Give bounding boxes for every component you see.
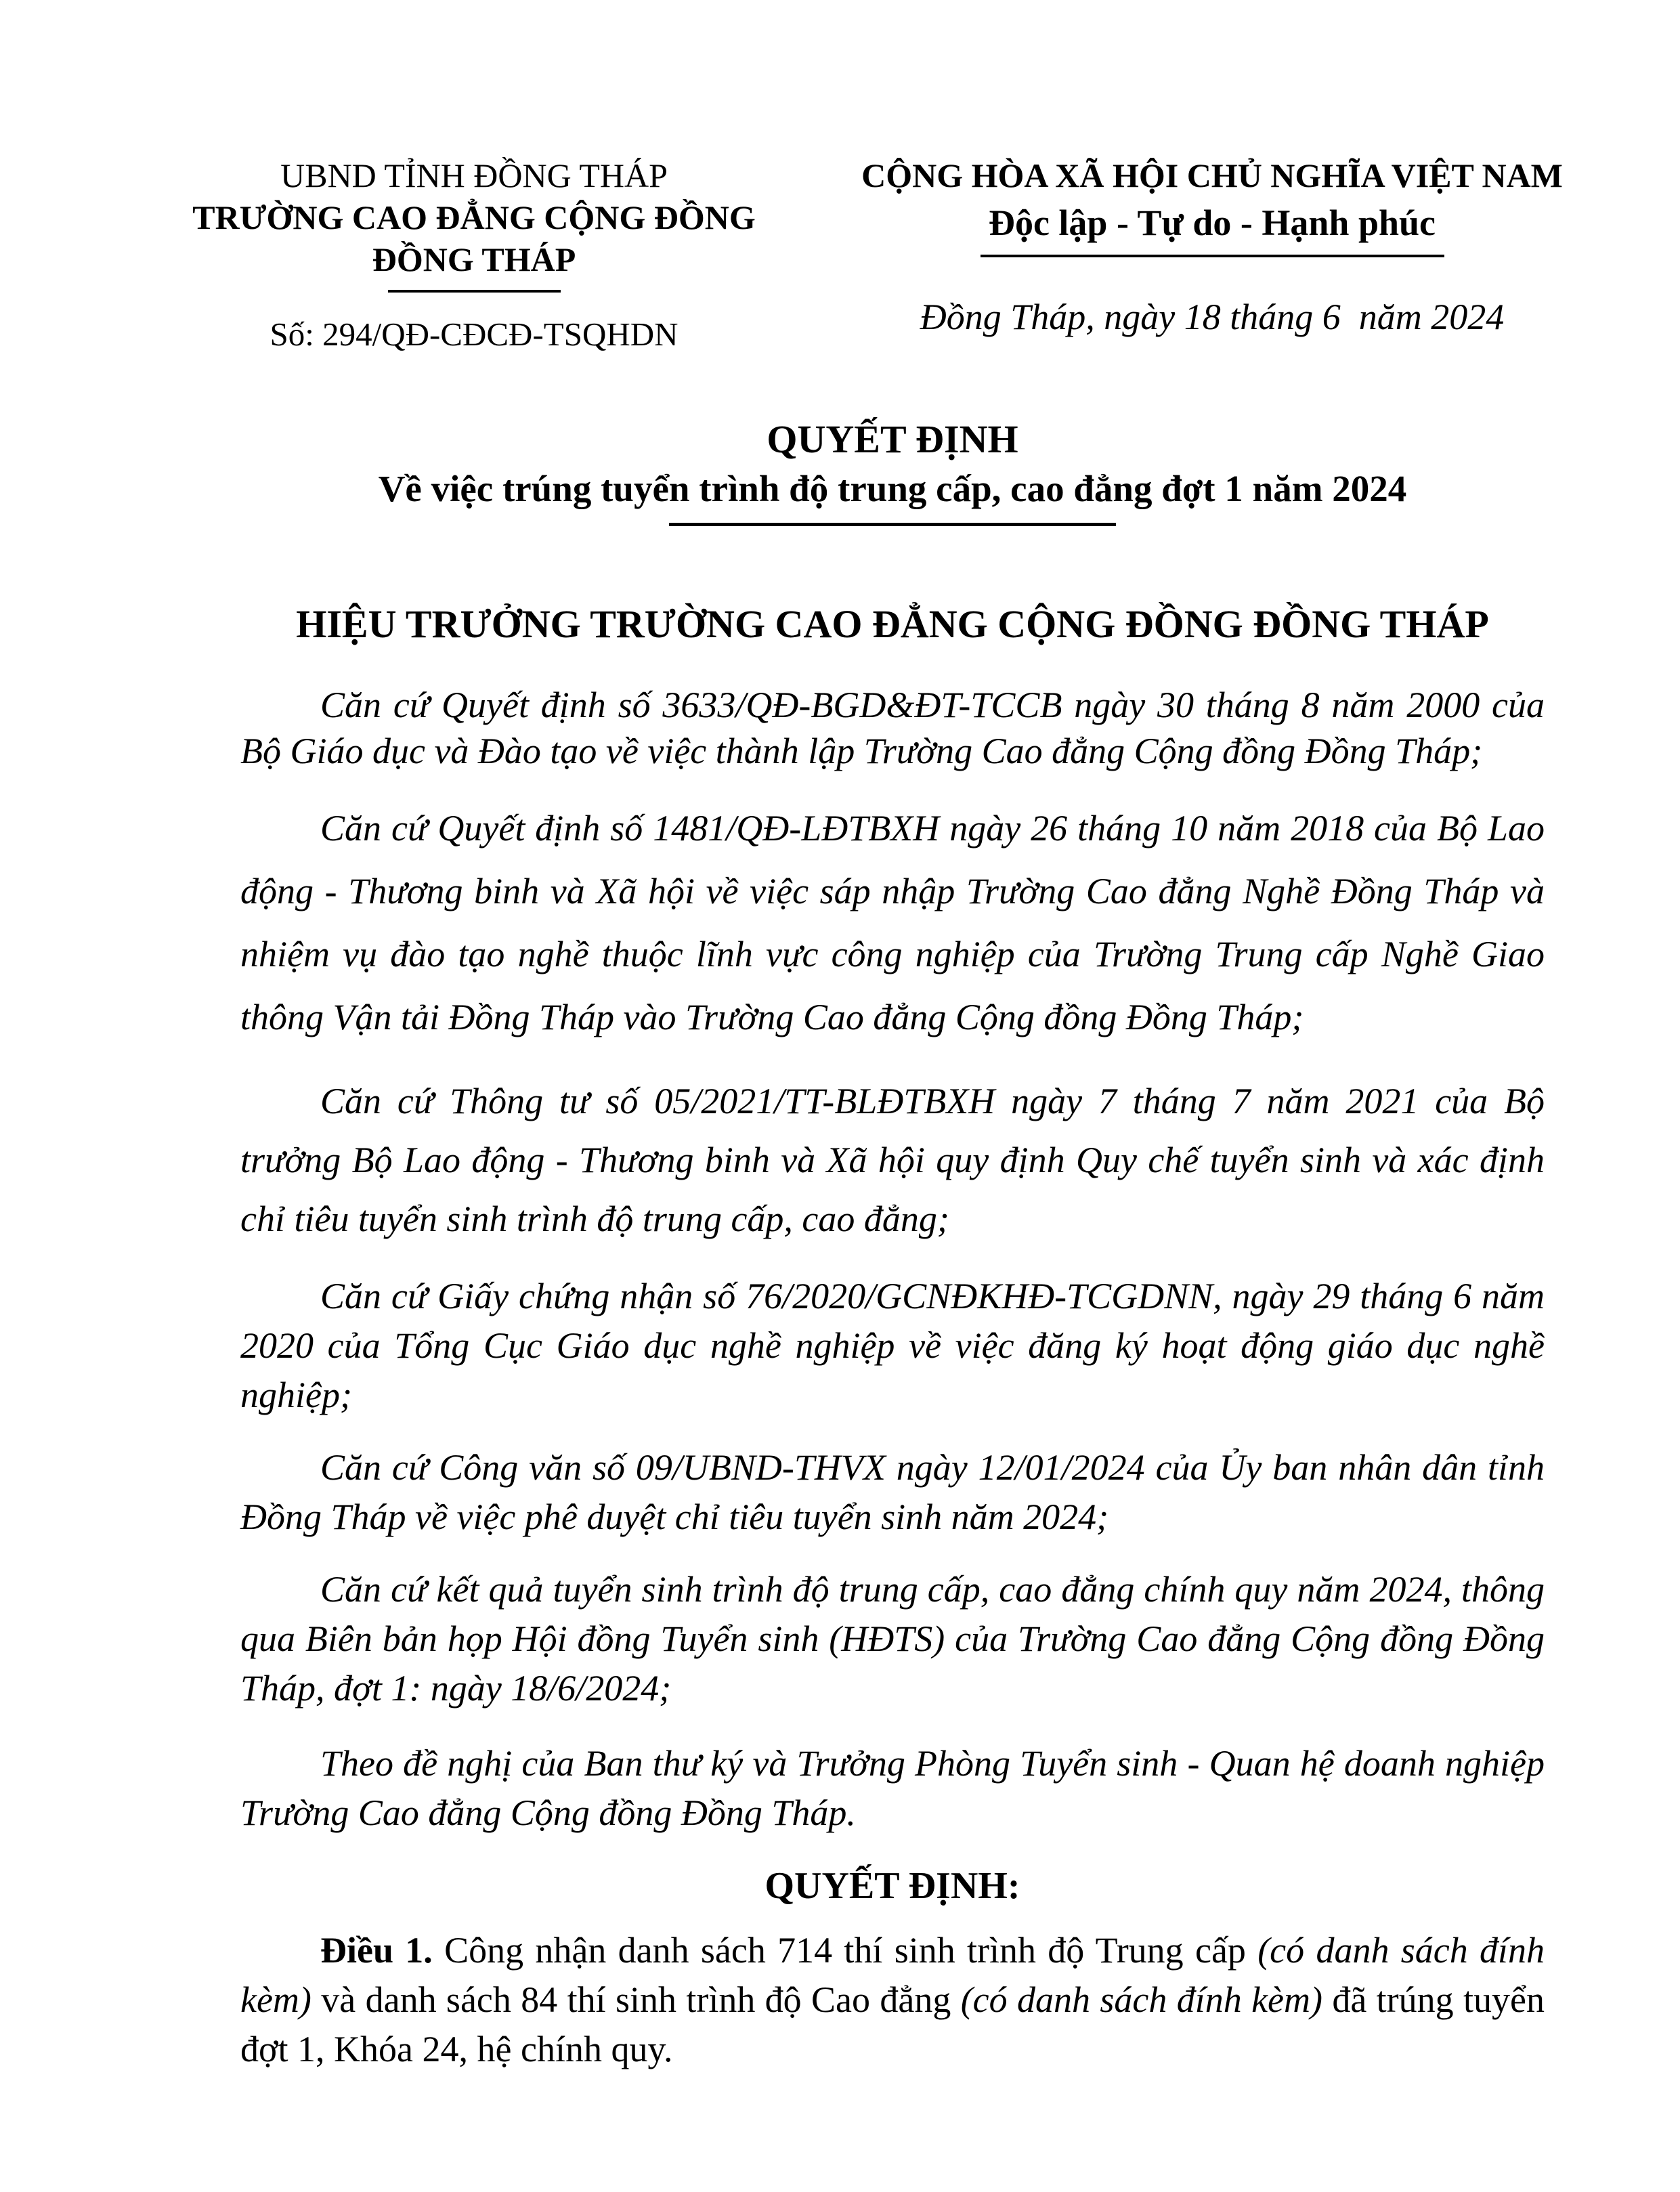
preamble-paragraph: Căn cứ Quyết định số 1481/QĐ-LĐTBXH ngày 26 tháng 10 năm 2018 của Bộ Lao động - Thương binh và Xã hội về việc sáp nhập Trường Cao đẳng Nghề Đồng Tháp và nhiệm vụ đào tạo nghề thuộc lĩnh vực công nghiệp của Trường Trung cấp Nghề Giao thông Vận tải Đồng Tháp vào Trường Cao đẳng Cộng đồng Đồng Tháp; — [240, 808, 1545, 1037]
preamble-paragraph: Theo đề nghị của Ban thư ký và Trưởng Phòng Tuyển sinh - Quan hệ doanh nghiệp Trường Cao đẳng Cộng đồng Đồng Tháp. — [240, 1743, 1545, 1833]
preamble-paragraph: Căn cứ kết quả tuyển sinh trình độ trung cấp, cao đẳng chính quy năm 2024, thông qua Biên bản họp Hội đồng Tuyển sinh (HĐTS) của Trường Cao đẳng Cộng đồng Đồng Tháp, đợt 1: ngày 18/6/2024; — [240, 1569, 1545, 1709]
article-1-text-part3: đã trúng tuyển đợt 1, Khóa 24, hệ chính quy. — [240, 1979, 1545, 2069]
article-1-paragraph — [240, 1926, 1545, 2074]
national-motto: Độc lập - Tự do - Hạnh phúc — [988, 202, 1436, 243]
national-header-block — [792, 154, 1632, 355]
place-dateline: Đồng Tháp, ngày 18 tháng 6 năm 2024 — [920, 297, 1505, 337]
decision-subject: Về việc trúng tuyển trình độ trung cấp, cao đẳng đợt 1 năm 2024 — [378, 468, 1407, 509]
article-1-text-part1: Công nhận danh sách 714 thí sinh trình độ Trung cấp — [432, 1930, 1258, 1971]
preamble-paragraph: Căn cứ Công văn số 09/UBND-THVX ngày 12/01/2024 của Ủy ban nhân dân tỉnh Đồng Tháp về việc phê duyệt chỉ tiêu tuyển sinh năm 2024; — [240, 1447, 1545, 1537]
document-number: Số: 294/QĐ-CĐCĐ-TSQHDN — [270, 316, 679, 353]
motto-underline — [981, 255, 1444, 257]
issuer-heading: HIỆU TRƯỞNG TRƯỜNG CAO ĐẲNG CỘNG ĐỒNG ĐỒNG THÁP — [296, 602, 1489, 646]
preamble-paragraph: Căn cứ Giấy chứng nhận số 76/2020/GCNĐKHĐ-TCGDNN, ngày 29 tháng 6 năm 2020 của Tổng Cục Giáo dục nghề nghiệp về việc đăng ký hoạt động giáo dục nghề nghiệp; — [240, 1276, 1545, 1415]
decision-command-heading: QUYẾT ĐỊNH: — [764, 1865, 1020, 1907]
org-underline — [388, 290, 561, 293]
document-header — [0, 0, 1680, 355]
article-1-text-part2: và danh sách 84 thí sinh trình độ Cao đẳng — [311, 1979, 961, 2020]
issuing-org-name-line2: ĐỒNG THÁP — [372, 240, 576, 278]
preamble-paragraph: Căn cứ Quyết định số 3633/QĐ-BGD&ĐT-TCCB ngày 30 tháng 8 năm 2000 của Bộ Giáo dục và Đào tạo về việc thành lập Trường Cao đẳng Cộng đồng Đồng Tháp; — [240, 685, 1545, 771]
article-1-attachment-note-1: (có danh sách đính kèm) — [240, 1930, 1545, 2020]
subject-underline — [669, 523, 1116, 526]
national-title: CỘNG HÒA XÃ HỘI CHỦ NGHĨA VIỆT NAM — [861, 156, 1563, 194]
title-block — [240, 416, 1545, 526]
article-1-label: Điều 1. — [320, 1930, 433, 1971]
issuing-org-parent: UBND TỈNH ĐỒNG THÁP — [280, 156, 668, 194]
article-1-attachment-note-2: (có danh sách đính kèm) — [960, 1979, 1322, 2020]
issuing-org-name-line1: TRƯỜNG CAO ĐẲNG CỘNG ĐỒNG — [192, 198, 756, 236]
issuing-org-block — [156, 154, 792, 355]
preamble-paragraph: Căn cứ Thông tư số 05/2021/TT-BLĐTBXH ngày 7 tháng 7 năm 2021 của Bộ trưởng Bộ Lao động - Thương binh và Xã hội quy định Quy chế tuyển sinh và xác định chỉ tiêu tuyển sinh trình độ trung cấp, cao đẳng; — [240, 1081, 1545, 1239]
document-body — [240, 416, 1545, 2074]
decision-title: QUYẾT ĐỊNH — [767, 417, 1018, 461]
